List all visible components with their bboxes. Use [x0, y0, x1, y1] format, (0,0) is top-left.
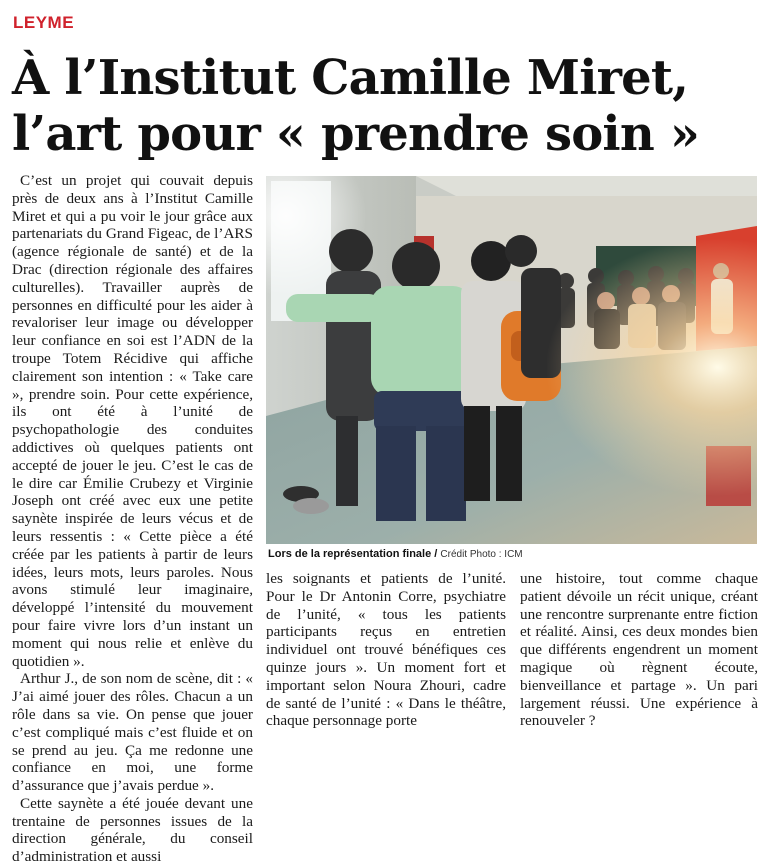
- paragraph: une histoire, tout comme chaque patient dévoile un récit unique, créant une rencontre surprenante entre fiction et réalité. Ainsi, ces deux mondes bien que différents engendrent un moment magique où règnent écoute, bienveillance et partage ». Un pari largement réussi. Une expérience à renouveler ?: [520, 570, 758, 730]
- article-column-1: [12, 172, 253, 866]
- theatre-scene-photo: [266, 176, 757, 544]
- paragraph: Arthur J., de son nom de scène, dit : « J’ai aimé jouer des rôles. Chacun a un rôle dans sa vie. On pense que jouer c’est compliqué mais c’est fluide et on se prend au jeu. Ça me redonne une confiance en moi, une forme d’assurance que j’avais perdue ».: [12, 670, 253, 795]
- article-headline: À l’Institut Camille Miret, l’art pour « prendre soin »: [12, 50, 700, 162]
- paragraph: C’est un projet qui couvait depuis près de deux ans à l’Institut Camille Miret et qui a pu voir le jour grâce aux partenariats du Grand Figeac, de l’ARS (agence régionale de santé) et de la Drac (direction régionale des affaires culturelles). Travailler auprès de personnes en difficulté pour les aider à revaloriser leur image ou développer leur confiance en soi est l’ADN de la troupe Totem Récidive qui affiche clairement son intention : « Take care », prendre soin. Pour cette expérience, ils ont été à l’unité de psychopathologie des conduites addictives où quelques patients ont accepté de jouer le jeu. C’est le cas de le dire car Émilie Crubezy et Virginie Joseph ont créé avec eux une petite saynète inspirée de leurs vécus et de leurs ressentis : « Cette pièce a été créée par les patients à partir de leurs idées, leurs mots, leurs paroles. Nous avons stimulé leur imaginaire, développé l’intensité du mouvement pour faire vivre lors d’un instant un moment qui nous relie et enlève du quotidien ».: [12, 172, 253, 670]
- paragraph: les soignants et patients de l’unité. Pour le Dr Antonin Corre, psychiatre de l’unité, « tous les patients participants reçus en entretien individuel ont trouvé bénéfiques ces quinze jours ». Un moment fort et important selon Noura Zhouri, cadre de santé de l’unité : « Dans le théâtre, chaque personnage porte: [266, 570, 506, 730]
- photo-caption: [268, 548, 758, 560]
- caption-text: Lors de la représentation finale /: [268, 548, 438, 560]
- article-column-2: [266, 570, 506, 730]
- article-photo: [266, 176, 757, 544]
- section-kicker: LEYME: [13, 13, 75, 32]
- article-column-3: [520, 570, 758, 730]
- paragraph: Cette saynète a été jouée devant une trentaine de personnes issues de la direction générale, du conseil d’administration et aussi: [12, 794, 253, 866]
- photo-credit: Crédit Photo : ICM: [440, 549, 523, 560]
